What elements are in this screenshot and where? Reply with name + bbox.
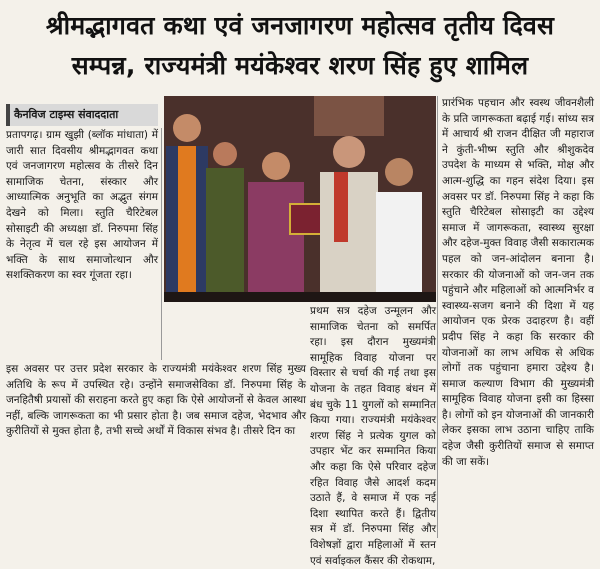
event-photo bbox=[164, 96, 436, 302]
column-divider bbox=[161, 128, 162, 360]
column-divider bbox=[437, 96, 438, 538]
event-photo-illustration bbox=[164, 96, 436, 302]
headline-line-2: सम्पन्न, राज्यमंत्री मयंकेश्वर शरण सिंह हुए शामिल bbox=[71, 51, 529, 80]
headline bbox=[0, 0, 600, 92]
article-column-1a bbox=[6, 128, 158, 360]
article-paragraph-2: इस अवसर पर उत्तर प्रदेश सरकार के राज्यमंत्री मयंकेश्वर शरण सिंह मुख्य अतिथि के रूप में उपस्थित रहे। उन्होंने समाजसेविका डॉ. निरुपमा सिंह के जनहितैषी प्रयासों की सराहना करते हुए कहा कि ऐसे आयोजनों से केवल आस्था नहीं, बल्कि जागरूकता का भी प्रसार होता है। जब समाज दहेज, भेदभाव और कुरीतियों से मुक्त होता है, तभी सच्चे अर्थों में विकास संभव है। तीसरे दिन का bbox=[6, 363, 306, 438]
byline: कैनविज टाइम्स संवाददाता bbox=[6, 104, 158, 126]
article-column-1b bbox=[6, 362, 306, 538]
headline-line-1: श्रीमद्भागवत कथा एवं जनजागरण महोत्सव तृतीय दिवस bbox=[45, 11, 555, 40]
article-paragraph-1: प्रतापगढ़। ग्राम खुझी (ब्लॉक मांधाता) में जारी सात दिवसीय श्रीमद्भागवत कथा एवं जनजागरण महोत्सव के तीसरे दिन सामाजिक चेतना, संस्कार और आध्यात्मिक अनुभूति का अद्भुत संगम देखने को मिला। स्तुति चैरिटेबल सोसाइटी की अध्यक्षा डॉ. निरुपमा सिंह के नेतृत्व में चल रहे इस आयोजन में भक्ति के साथ समाजोत्थान और सशक्तिकरण का स्वर गूंजता रहा। bbox=[6, 129, 158, 282]
article-paragraph-4: प्रारंभिक पहचान और स्वस्थ जीवनशैली के प्रति जागरूकता बढ़ाई गई। सांध्य सत्र में आचार्य श्री राजन दीक्षित जी महाराज ने कुंती-भीष्म स्तुति और श्रीशुकदेव उपदेश के माध्यम से भक्ति, मोक्ष और आत्म-शुद्धि का गहन संदेश दिया। इस अवसर पर डॉ. निरुपमा सिंह ने कहा कि स्तुति चैरिटेबल सोसाइटी का उद्देश्य समाज में जागरूकता, स्वास्थ्य सुरक्षा और दहेज-मुक्त विवाह जैसी सकारात्मक पहल को जन-आंदोलन बनाना है। सरकार की योजनाओं को जन-जन तक पहुंचाने और महिलाओं को आत्मनिर्भर व स्वास्थ्य-सजग बनाने की दिशा में यह आयोजन एक प्रेरक उदाहरण है। वहीं प्रदीप सिंह ने कहा कि सरकार की योजनाओं का लाभ अधिक से अधिक लोगों तक पहुंचाना हमारा उद्देश्य है। समाज कल्याण विभाग की मुख्यमंत्री सामूहिक विवाह योजना इसी का हिस्सा है। लोगों को इन योजनाओं की जानकारी लेकर इसका लाभ उठाना चाहिए ताकि दहेज जैसी कुरीतियों समाज से समाप्त की जा सकें। bbox=[442, 97, 594, 468]
article-paragraph-3: प्रथम सत्र दहेज उन्मूलन और सामाजिक चेतना को समर्पित रहा। इस दौरान मुख्यमंत्री सामूहिक विवाह योजना पर विस्तार से चर्चा की गई तथा इस योजना के तहत विवाह बंधन में बंध चुके 11 युगलों को सम्मानित किया गया। राज्यमंत्री मयंकेश्वर शरण सिंह ने प्रत्येक युगल को उपहार भेंट कर सम्मानित किया और कहा कि ऐसे परिवार दहेज रहित विवाह जैसे आदर्श कदम उठाते हैं, वे समाज में एक नई दिशा स्थापित करते हैं। द्वितीय सत्र में डॉ. निरुपमा सिंह और विशेषज्ञों द्वारा महिलाओं में स्तन एवं सर्वाइकल कैंसर की रोकथाम, bbox=[310, 305, 436, 567]
article-column-2 bbox=[310, 304, 436, 567]
article-column-3 bbox=[442, 96, 594, 538]
